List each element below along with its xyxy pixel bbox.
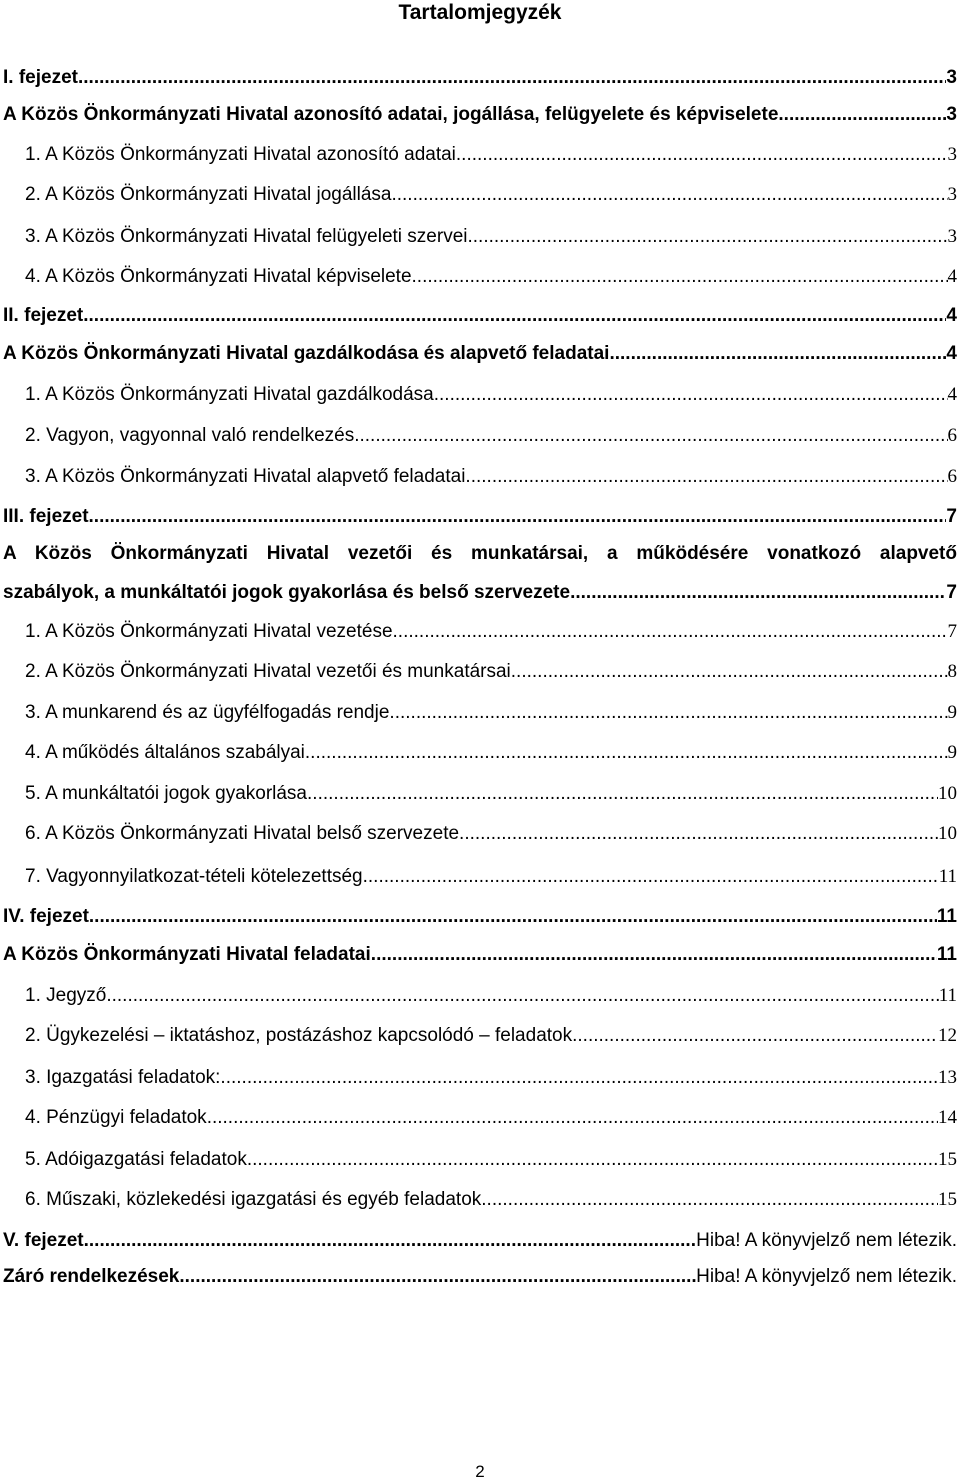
toc-entry-text: 6. A Közös Önkormányzati Hivatal belső szervezete (25, 823, 460, 844)
toc-page-number: 12 (938, 1025, 957, 1046)
toc-page-number: 6 (947, 425, 957, 446)
toc-page-number: 6 (947, 466, 957, 487)
toc-leader-dots (89, 505, 947, 529)
toc-entry[interactable] (3, 905, 957, 929)
toc-subentry[interactable] (25, 183, 957, 207)
toc-entry-text: II. fejezet (3, 305, 84, 326)
toc-leader-dots (84, 1229, 697, 1253)
toc-leader-dots (459, 822, 938, 846)
toc-leader-dots (434, 383, 948, 407)
toc-page-number: 4 (946, 343, 957, 364)
toc-subentry[interactable] (25, 660, 957, 684)
toc-subentry[interactable] (25, 620, 957, 644)
toc-subentry[interactable] (25, 1066, 957, 1090)
toc-page-number: 7 (946, 506, 957, 527)
toc-page-number: 11 (938, 866, 957, 887)
toc-leader-dots (307, 782, 938, 806)
toc-page-number: 11 (936, 944, 957, 965)
toc-entry-text: 6. Műszaki, közlekedési igazgatási és egyéb feladatok (25, 1189, 482, 1210)
toc-leader-dots (391, 183, 947, 207)
toc-leader-dots (412, 265, 948, 289)
toc-page-number: 3 (947, 144, 957, 165)
toc-entry-text: 1. A Közös Önkormányzati Hivatal vezetése (25, 621, 393, 642)
toc-entry-text: IV. fejezet (3, 906, 89, 927)
toc-title: Tartalomjegyzék (398, 1, 562, 24)
toc-page-number: 10 (938, 783, 957, 804)
toc-leader-dots (247, 1148, 938, 1172)
toc-entry[interactable] (3, 103, 957, 127)
toc-subentry[interactable] (25, 865, 957, 889)
toc-entry[interactable] (3, 542, 957, 605)
toc-entry-text: 2. A Közös Önkormányzati Hivatal jogállása (25, 184, 392, 205)
toc-leader-dots (363, 865, 939, 889)
toc-subentry[interactable] (25, 383, 957, 407)
toc-entry-text: 1. Jegyző (25, 985, 107, 1006)
toc-subentry[interactable] (25, 782, 957, 806)
toc-entry-text: III. fejezet (3, 506, 89, 527)
toc-page-number: 11 (936, 906, 957, 927)
toc-entry-text: 7. Vagyonnyilatkozat-tételi kötelezettség (25, 866, 363, 887)
toc-page-number: 11 (938, 985, 957, 1006)
toc-leader-dots (371, 943, 937, 967)
toc-entry-line2 (3, 581, 957, 605)
toc-subentry[interactable] (25, 465, 957, 489)
toc-entry-text: 5. Adóigazgatási feladatok (25, 1149, 247, 1170)
toc-leader-dots (305, 741, 948, 765)
toc-subentry[interactable] (25, 1024, 957, 1048)
toc-entry[interactable] (3, 342, 957, 366)
toc-entry-text: 4. Pénzügyi feladatok (25, 1107, 207, 1128)
toc-subentry[interactable] (25, 225, 957, 249)
toc-entry-text: V. fejezet (3, 1230, 84, 1251)
toc-leader-dots (89, 905, 937, 929)
toc-entry-text: 5. A munkáltatói jogok gyakorlása (25, 783, 308, 804)
toc-leader-dots (78, 66, 946, 90)
toc-bookmark-error: Hiba! A könyvjelző nem létezik. (696, 1230, 957, 1251)
toc-leader-dots (106, 984, 938, 1008)
toc-subentry[interactable] (25, 984, 957, 1008)
toc-leader-dots (389, 701, 947, 725)
toc-entry-text: A Közös Önkormányzati Hivatal feladatai (3, 944, 371, 965)
toc-entry-text: 1. A Közös Önkormányzati Hivatal gazdálkodása (25, 384, 434, 405)
toc-page-number: 13 (938, 1067, 957, 1088)
toc-leader-dots (572, 1024, 938, 1048)
toc-subentry[interactable] (25, 822, 957, 846)
toc-leader-dots (481, 1188, 938, 1212)
toc-entry-text: szabályok, a munkáltatói jogok gyakorlása és belső szervezete (3, 582, 571, 603)
toc-page-number: 9 (947, 702, 957, 723)
toc-entry-text: 4. A működés általános szabályai (25, 742, 305, 763)
toc-page-number: 7 (946, 582, 957, 603)
toc-page-number: 3 (946, 67, 957, 88)
toc-entry-text: 3. A Közös Önkormányzati Hivatal felügyeleti szervei (25, 226, 468, 247)
toc-leader-dots (393, 620, 948, 644)
toc-entry-text-line1: A Közös Önkormányzati Hivatal vezetői és munkatársai, a működésére vonatkozó alapvető (3, 543, 957, 564)
toc-leader-dots (609, 342, 946, 366)
toc-page-number: 15 (938, 1189, 957, 1210)
toc-leader-dots (467, 225, 947, 249)
toc-page-number: 3 (947, 226, 957, 247)
toc-leader-dots (456, 143, 948, 167)
toc-subentry[interactable] (25, 424, 957, 448)
toc-leader-dots (83, 304, 946, 328)
toc-leader-dots (570, 581, 946, 605)
toc-subentry[interactable] (25, 1188, 957, 1212)
toc-page-number: 14 (938, 1107, 957, 1128)
toc-leader-dots (511, 660, 948, 684)
toc-subentry[interactable] (25, 701, 957, 725)
toc-page-number: 4 (947, 384, 957, 405)
toc-leader-dots (220, 1066, 938, 1090)
toc-leader-dots (354, 424, 947, 448)
toc-leader-dots (778, 103, 946, 127)
toc-page-number: 15 (938, 1149, 957, 1170)
toc-entry-text: A Közös Önkormányzati Hivatal gazdálkodása és alapvető feladatai (3, 343, 610, 364)
toc-entry[interactable] (3, 1265, 957, 1289)
toc-page-number: 4 (946, 305, 957, 326)
toc-entry-text: Záró rendelkezések (3, 1266, 180, 1287)
toc-entry[interactable] (3, 943, 957, 967)
toc-leader-dots (179, 1265, 696, 1289)
toc-entry-text: 1. A Közös Önkormányzati Hivatal azonosító adatai (25, 144, 456, 165)
toc-page-number: 4 (947, 266, 957, 287)
toc-entry-text: 3. Igazgatási feladatok: (25, 1067, 221, 1088)
toc-entry[interactable] (3, 1229, 957, 1253)
toc-entry-text: A Közös Önkormányzati Hivatal azonosító adatai, jogállása, felügyelete és képviselete (3, 104, 779, 125)
toc-entry-text: I. fejezet (3, 67, 78, 88)
toc-leader-dots (465, 465, 947, 489)
toc-entry[interactable] (3, 304, 957, 328)
toc-subentry[interactable] (25, 741, 957, 765)
toc-entry-text: 3. A munkarend és az ügyfélfogadás rendje (25, 702, 390, 723)
toc-page-number: 10 (938, 823, 957, 844)
toc-leader-dots (207, 1106, 938, 1130)
toc-entry-text: 3. A Közös Önkormányzati Hivatal alapvető feladatai (25, 466, 466, 487)
toc-entry-text: 2. Vagyon, vagyonnal való rendelkezés (25, 425, 355, 446)
toc-entry-text: 4. A Közös Önkormányzati Hivatal képviselete (25, 266, 412, 287)
toc-page-number: 8 (947, 661, 957, 682)
toc-page-number: 3 (947, 184, 957, 205)
page-number: 2 (475, 1462, 485, 1481)
toc-subentry[interactable] (25, 1148, 957, 1172)
toc-page-number: 9 (947, 742, 957, 763)
toc-entry-text: 2. A Közös Önkormányzati Hivatal vezetői és munkatársai (25, 661, 511, 682)
toc-subentry[interactable] (25, 265, 957, 289)
toc-subentry[interactable] (25, 1106, 957, 1130)
toc-entry-text: 2. Ügykezelési – iktatáshoz, postázáshoz kapcsolódó – feladatok (25, 1025, 573, 1046)
toc-page-number: 3 (946, 104, 957, 125)
toc-page-number: 7 (947, 621, 957, 642)
toc-entry[interactable] (3, 66, 957, 90)
toc-subentry[interactable] (25, 143, 957, 167)
toc-bookmark-error: Hiba! A könyvjelző nem létezik. (696, 1266, 957, 1287)
toc-entry[interactable] (3, 505, 957, 529)
